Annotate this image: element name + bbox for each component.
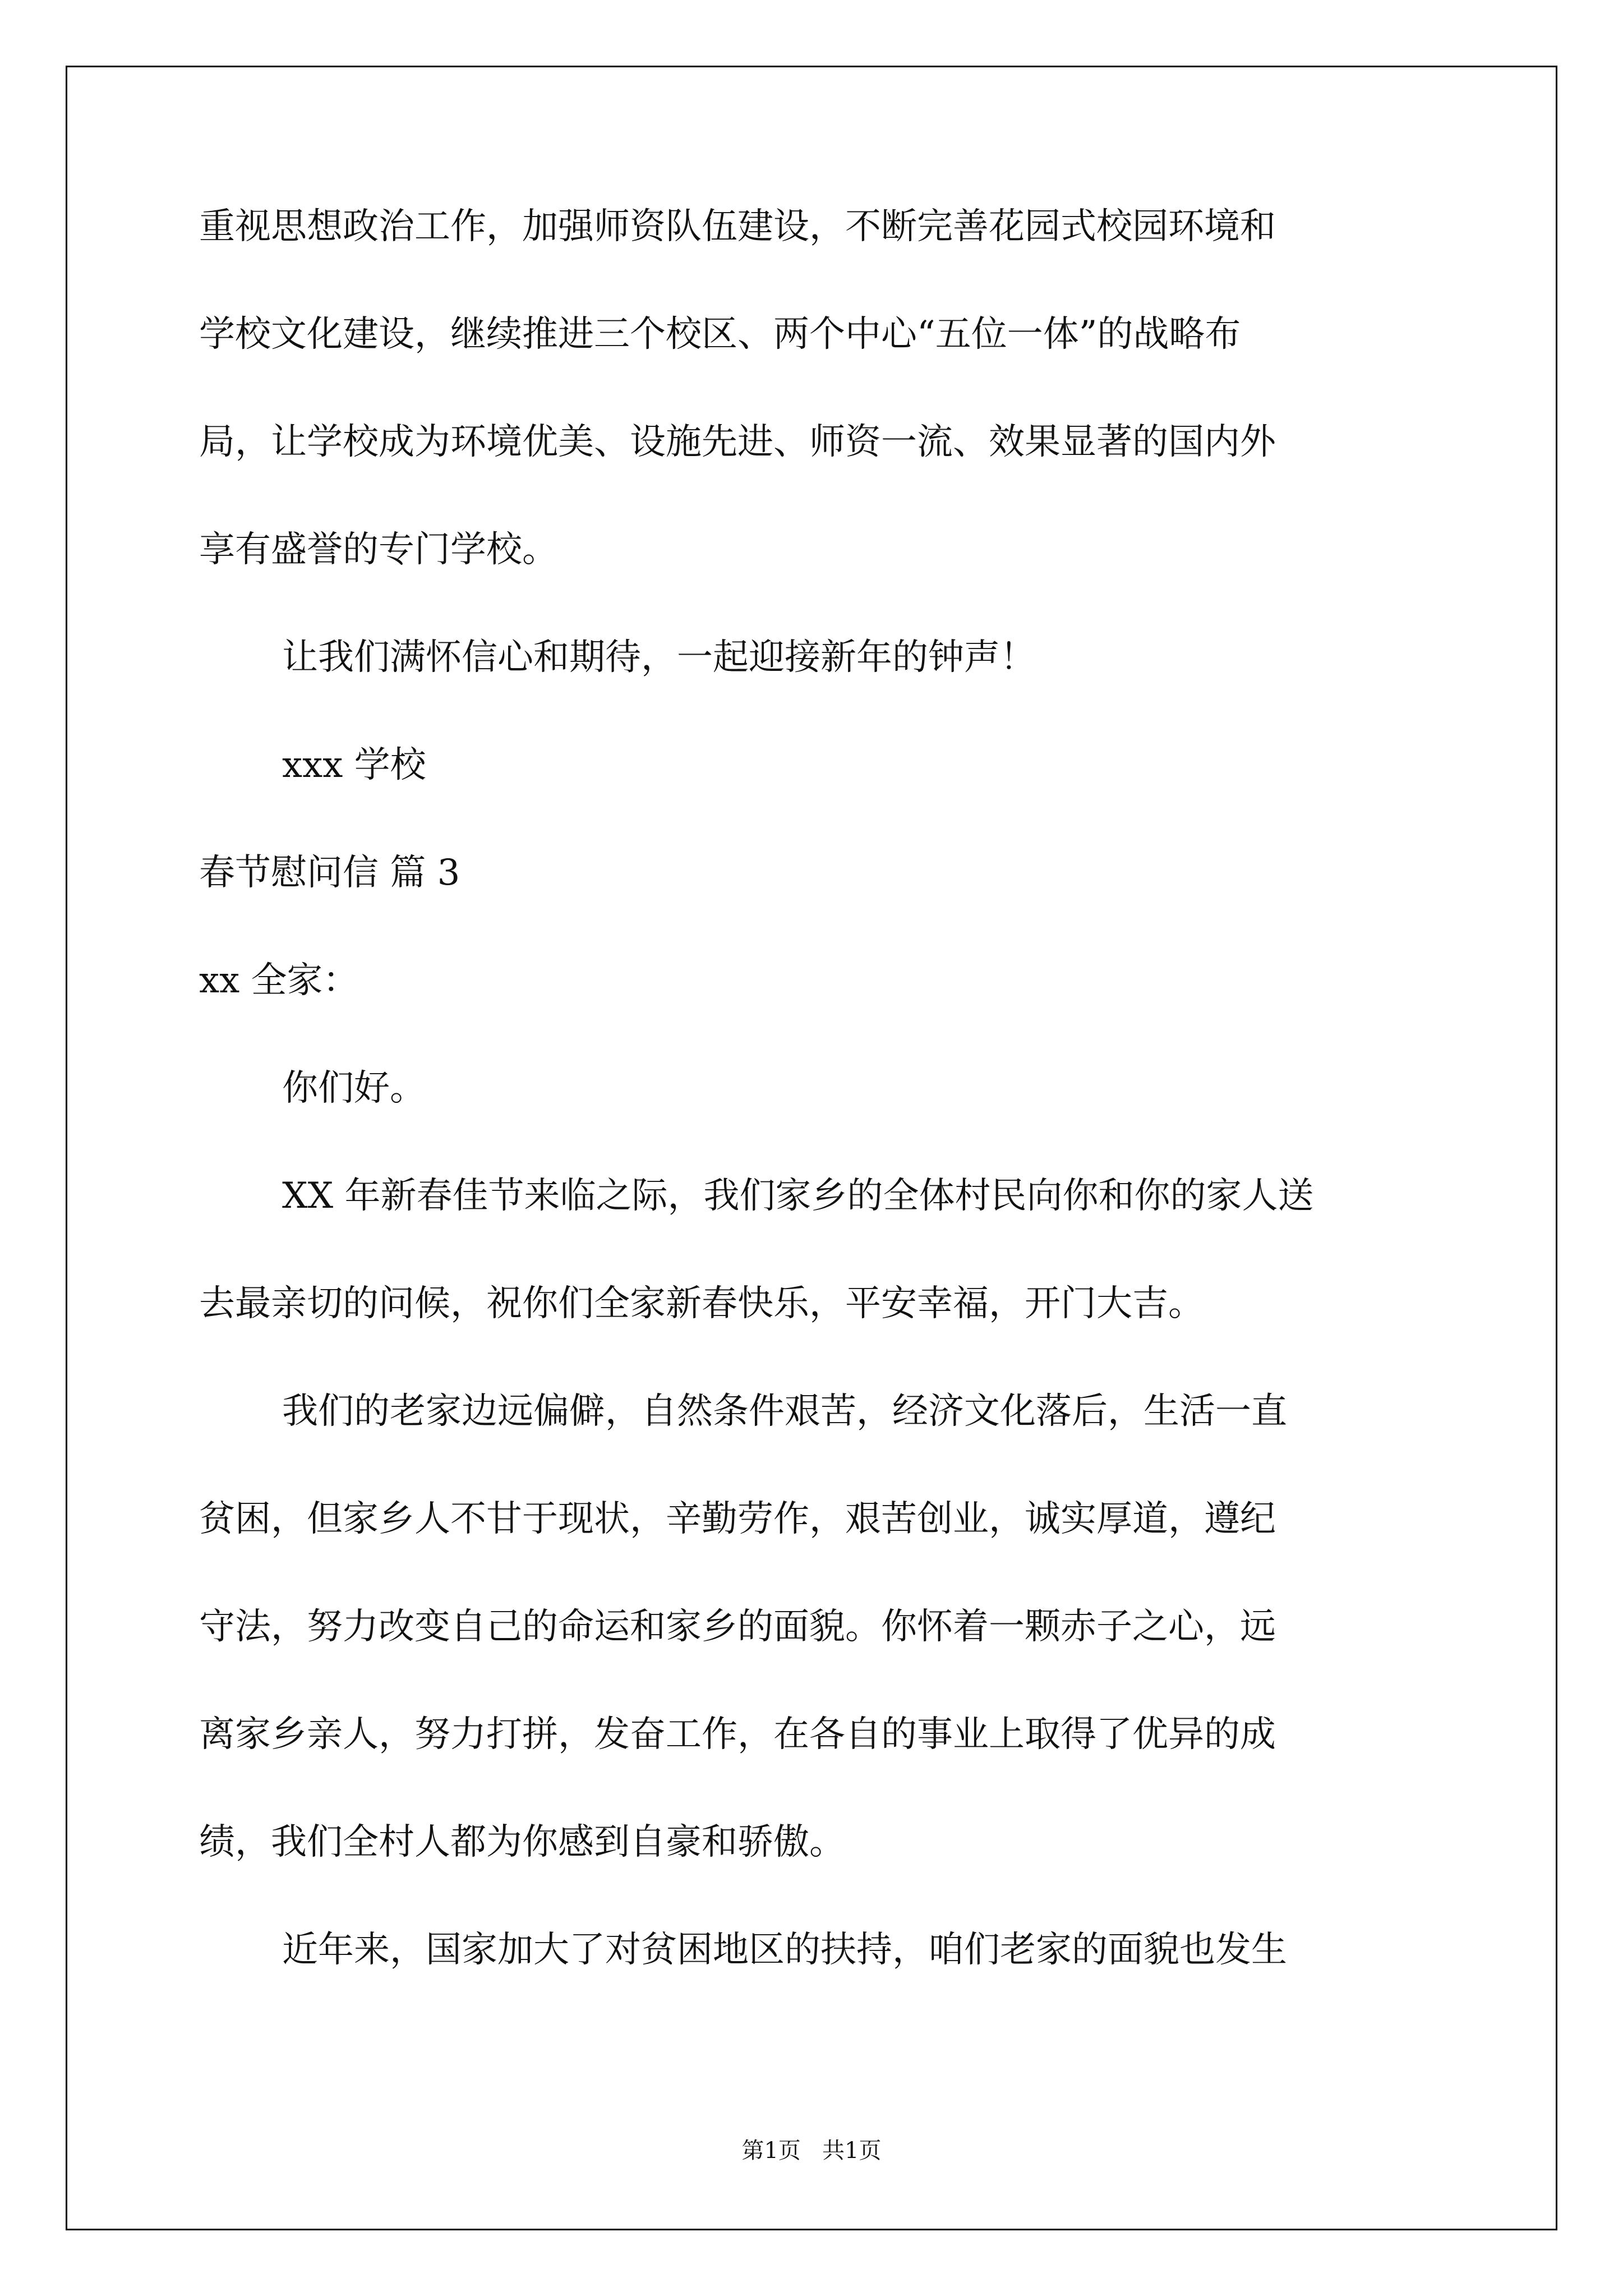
text-line: 局，让学校成为环境优美、设施先进、师资一流、效果显著的国内外 xyxy=(199,421,1276,463)
text-line: 我们的老家边远偏僻，自然条件艰苦，经济文化落后，生活一直 xyxy=(282,1391,1287,1432)
text-line: 享有盛誉的专门学校。 xyxy=(199,529,558,570)
page-number-footer: 第1页 共1页 xyxy=(741,2138,882,2164)
text-line: 守法，努力改变自己的命运和家乡的面貌。你怀着一颗赤子之心，远 xyxy=(199,1606,1276,1648)
text-line: 去最亲切的问候，祝你们全家新春快乐，平安幸福，开门大吉。 xyxy=(199,1283,1204,1324)
greeting: 你们好。 xyxy=(282,1068,426,1109)
salutation: xx 全家： xyxy=(199,960,359,1001)
text-line: 绩，我们全村人都为你感到自豪和骄傲。 xyxy=(199,1821,845,1863)
text-line: 离家乡亲人，努力打拼，发奋工作，在各自的事业上取得了优异的成 xyxy=(199,1714,1276,1755)
text-line: 学校文化建设，继续推进三个校区、两个中心“五位一体”的战略布 xyxy=(199,314,1241,355)
text-line: XX 年新春佳节来临之际，我们家乡的全体村民向你和你的家人送 xyxy=(282,1175,1314,1217)
text-line: 让我们满怀信心和期待，一起迎接新年的钟声！ xyxy=(282,637,1036,678)
text-line: 近年来，国家加大了对贫困地区的扶持，咱们老家的面貌也发生 xyxy=(282,1929,1287,1971)
signature-school: xxx 学校 xyxy=(282,744,426,786)
text-line: 贫困，但家乡人不甘于现状，辛勤劳作，艰苦创业，诚实厚道，遵纪 xyxy=(199,1498,1276,1540)
page-border xyxy=(66,66,1557,2230)
section-heading: 春节慰问信 篇 3 xyxy=(199,852,460,894)
text-line: 重视思想政治工作，加强师资队伍建设，不断完善花园式校园环境和 xyxy=(199,206,1276,247)
